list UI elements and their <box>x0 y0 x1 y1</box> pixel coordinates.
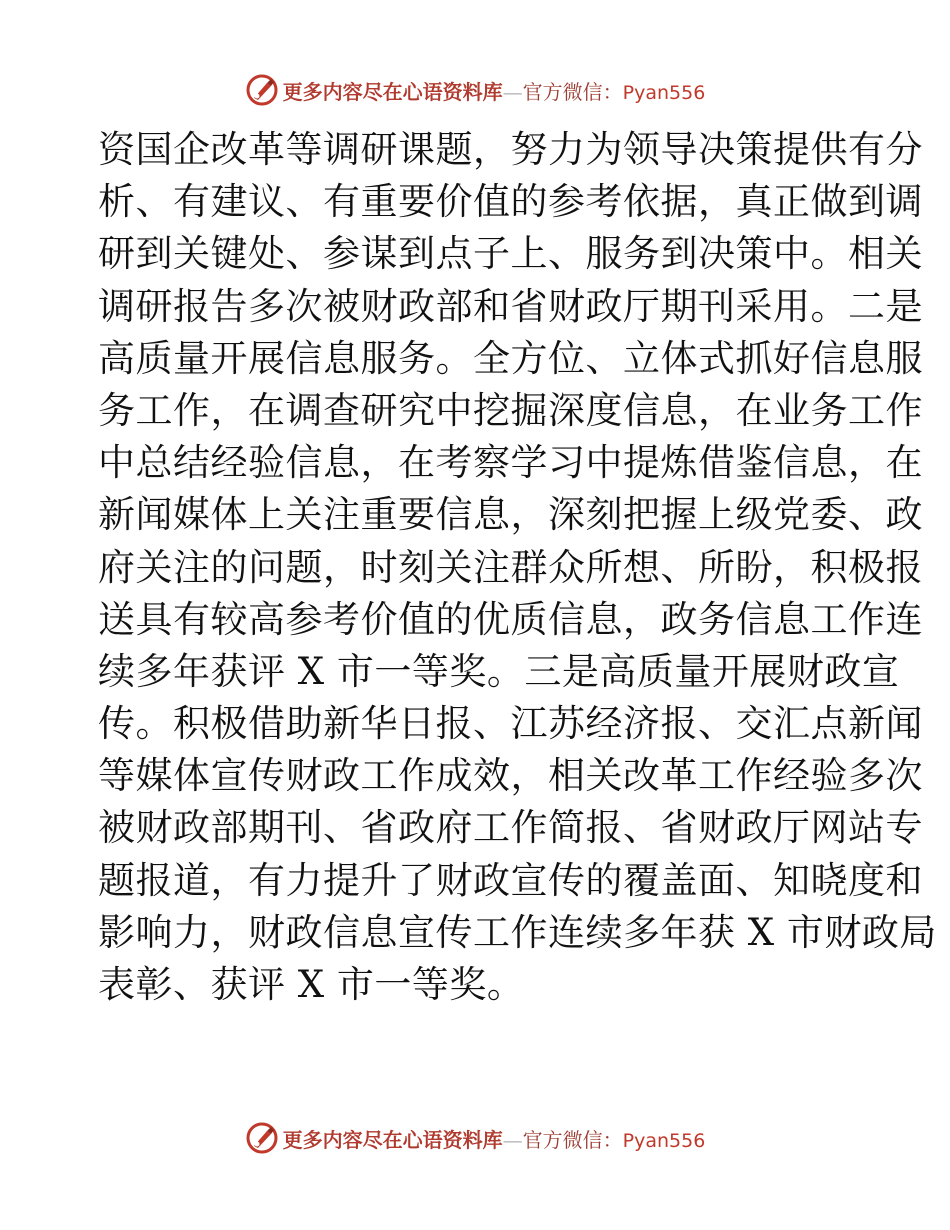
body-line: 题报道，有力提升了财政宣传的覆盖面、知晓度和 <box>98 858 923 902</box>
pen-logo-icon <box>245 73 279 107</box>
body-line: 中总结经验信息，在考察学习中提炼借鉴信息，在 <box>98 441 923 485</box>
body-line: 调研报告多次被财政部和省财政厅期刊采用。二是 <box>98 284 923 328</box>
body-line: 被财政部期刊、省政府工作简报、省财政厅网站专 <box>98 806 923 850</box>
pen-logo-icon <box>245 1121 279 1155</box>
body-line: 高质量开展信息服务。全方位、立体式抓好信息服 <box>98 336 923 380</box>
body-line: 等媒体宣传财政工作成效，相关改革工作经验多次 <box>98 754 923 798</box>
footer-wechat-label: 官方微信： <box>522 1127 623 1152</box>
body-line: 续多年获评 X 市一等奖。三是高质量开展财政宣 <box>98 649 900 693</box>
header-library-text: 更多内容尽在心语资料库 <box>282 79 503 104</box>
header-separator: — <box>502 79 523 104</box>
body-line: 研到关键处、参谋到点子上、服务到决策中。相关 <box>98 232 923 276</box>
footer-separator: — <box>502 1127 523 1152</box>
footer-banner <box>0 1118 950 1158</box>
body-line: 务工作，在调查研究中挖掘深度信息，在业务工作 <box>98 388 923 432</box>
body-line: 影响力，财政信息宣传工作连续多年获 X 市财政局 <box>98 910 937 954</box>
document-body <box>98 124 937 1011</box>
header-account: Pyan556 <box>622 81 706 104</box>
body-line: 析、有建议、有重要价值的参考依据，真正做到调 <box>98 180 923 224</box>
body-line: 送具有较高参考价值的优质信息，政务信息工作连 <box>98 597 923 641</box>
body-line: 府关注的问题，时刻关注群众所想、所盼，积极报 <box>98 545 923 589</box>
footer-library-text: 更多内容尽在心语资料库 <box>282 1127 503 1152</box>
header-banner-text <box>283 76 706 105</box>
body-line: 传。积极借助新华日报、江苏经济报、交汇点新闻 <box>98 702 923 746</box>
footer-account: Pyan556 <box>622 1129 706 1152</box>
body-line: 资国企改革等调研课题，努力为领导决策提供有分 <box>98 128 923 171</box>
body-line: 表彰、获评 X 市一等奖。 <box>98 963 525 1006</box>
body-line: 新闻媒体上关注重要信息，深刻把握上级党委、政 <box>98 493 923 537</box>
header-wechat-label: 官方微信： <box>522 79 623 104</box>
header-banner <box>0 70 950 110</box>
footer-banner-text <box>283 1124 706 1153</box>
